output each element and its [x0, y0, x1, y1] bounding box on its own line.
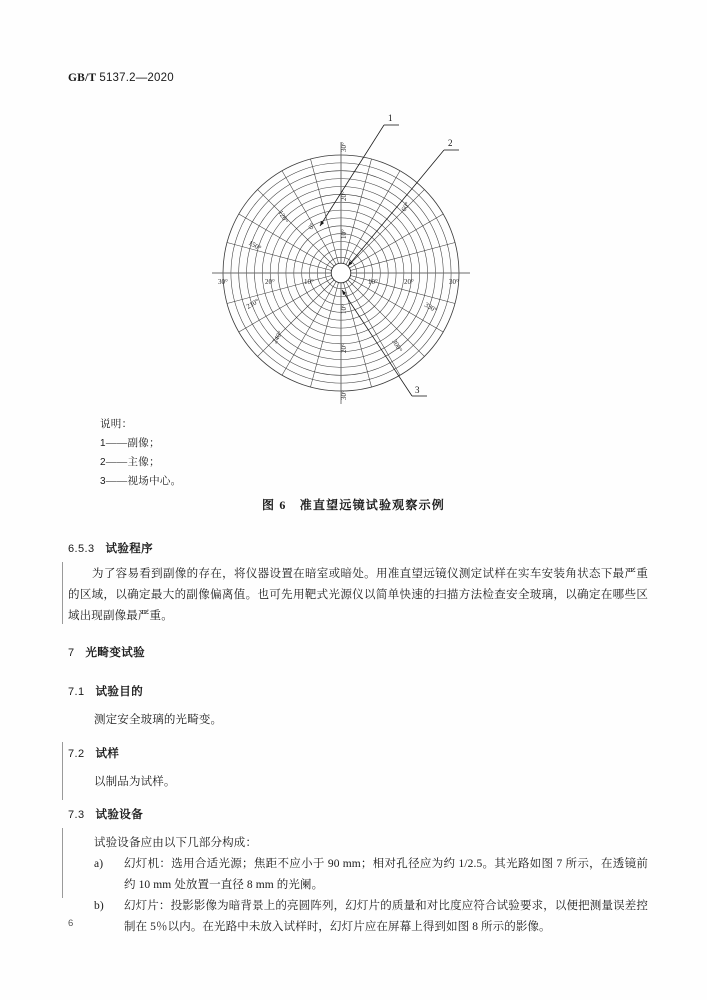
- angular-label-inner-0: 0°: [306, 221, 317, 231]
- legend-item-2: [100, 453, 181, 472]
- legend-key-3: 3: [100, 476, 106, 487]
- legend-text-1: 副像；: [127, 438, 160, 449]
- heading-7-1: [68, 683, 143, 699]
- leader-label-3: 3: [415, 385, 420, 395]
- angular-label-300: 300°: [390, 338, 404, 354]
- legend-key-2: 2: [100, 457, 106, 468]
- heading-7-1-number: 7.1: [68, 686, 85, 698]
- heading-7-2-number: 7.2: [68, 748, 85, 760]
- paragraph-7-3: 试验设备应由以下几部分构成：: [94, 837, 258, 849]
- equipment-list: [94, 854, 648, 938]
- angular-label-150: 150°: [247, 238, 263, 253]
- paragraph-7-1: 测定安全玻璃的光畸变。: [94, 714, 223, 726]
- heading-7-3-number: 7.3: [68, 809, 85, 821]
- radial-label-right-20: 20°: [404, 278, 414, 286]
- heading-6-5-3-number: 6.5.3: [68, 543, 95, 555]
- paragraph-7-2: 以制品为试样。: [94, 776, 176, 788]
- legend-text-3: 视场中心。: [127, 476, 182, 487]
- change-bar-section-73: [62, 828, 63, 898]
- legend-key-1: 1: [100, 438, 106, 449]
- legend-item-3: [100, 472, 181, 491]
- list-text-b: 幻灯片：投影影像为暗背景上的亮圆阵列，幻灯片的质量和对比度应符合试验要求，以便把测量误差控制在 5％以内。在光路中未放入试样时，幻灯片应在屏幕上得到如图 8 所示的影像。: [124, 900, 648, 933]
- angular-label-210: 210°: [245, 297, 261, 311]
- radial-label-left-30: 30°: [218, 278, 228, 286]
- heading-7-title: 光畸变试验: [85, 647, 146, 659]
- radial-label-right-10: 10°: [368, 278, 378, 286]
- standard-number: 5137.2—2020: [99, 72, 174, 84]
- chart-center-hub: [331, 263, 351, 283]
- heading-7-3-title: 试验设备: [95, 809, 144, 821]
- radial-label-left-20: 20°: [265, 278, 275, 286]
- radial-label-bottom-20: 20°: [340, 343, 348, 353]
- list-item: [94, 854, 648, 896]
- leader-label-1: 1: [388, 113, 393, 123]
- change-bar-section-72: [62, 742, 63, 800]
- legend-item-1: [100, 434, 181, 453]
- page-number: 6: [68, 918, 74, 929]
- radial-label-left-10: 10°: [304, 278, 314, 286]
- polar-chart: [196, 108, 516, 408]
- list-text-a: 幻灯机：选用合适光源；焦距不应小于 90 mm；相对孔径应为约 1/2.5。其光路如图 7 所示，在透镜前约 10 mm 处放置一直径 8 mm 的光阑。: [124, 858, 648, 891]
- heading-7-1-title: 试验目的: [95, 686, 144, 698]
- radial-label-top-30: 30°: [340, 142, 348, 152]
- heading-6-5-3-title: 试验程序: [105, 543, 154, 555]
- legend-dash-3: ——: [105, 476, 128, 487]
- figure-legend: [100, 415, 181, 491]
- radial-label-bottom-30: 30°: [340, 390, 348, 400]
- legend-dash-1: ——: [105, 438, 128, 449]
- list-marker-b: b): [94, 900, 104, 912]
- heading-7-2-title: 试样: [95, 748, 120, 760]
- angular-label-120: 120°: [276, 209, 290, 225]
- radial-label-top-10: 10°: [340, 229, 348, 239]
- standard-prefix: GB/T: [68, 72, 97, 84]
- heading-7-3: [68, 806, 143, 822]
- angular-label-330: 330°: [423, 300, 439, 315]
- angular-label-240: 240°: [270, 329, 285, 345]
- radial-label-top-20: 20°: [340, 191, 348, 201]
- leader-label-2: 2: [448, 138, 453, 148]
- running-header: [68, 72, 174, 84]
- figure-6: [0, 108, 707, 408]
- list-marker-a: a): [94, 858, 104, 870]
- angular-label-60: 60°: [399, 200, 412, 213]
- heading-7-2: [68, 745, 119, 761]
- figure-caption: 图 6 准直望远镜试验观察示例: [261, 498, 445, 512]
- paragraph-6-5-3: 为了容易看到副像的存在，将仪器设置在暗室或暗处。用准直望远镜仪测定试样在实车安装角状态下最严重的区域，以确定最大的副像偏离值。也可先用靶式光源仪以简单快速的扫描方法检查安全玻璃，以确定在哪些区域出现副像最严重。: [68, 568, 648, 622]
- heading-6-5-3: [68, 540, 153, 556]
- heading-7-number: 7: [68, 647, 75, 659]
- change-bar-para-653: [62, 562, 63, 624]
- legend-title: 说明：: [100, 419, 133, 430]
- heading-7: [68, 644, 145, 660]
- radial-label-bottom-10: 10°: [340, 304, 348, 314]
- radial-label-right-30: 30°: [449, 278, 459, 286]
- legend-text-2: 主像；: [127, 457, 160, 468]
- legend-dash-2: ——: [105, 457, 128, 468]
- list-item: [94, 896, 648, 938]
